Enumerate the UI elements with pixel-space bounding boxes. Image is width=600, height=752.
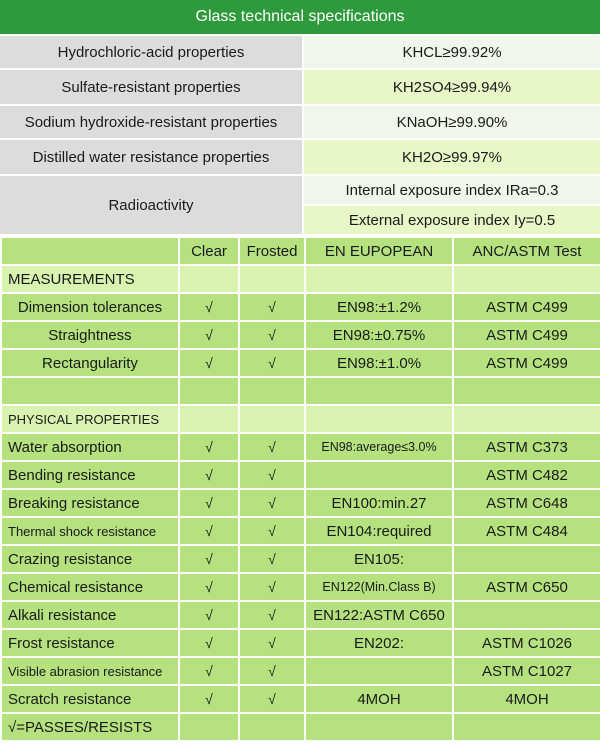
row-name: Frost resistance: [1, 629, 179, 657]
check-mark: √: [239, 601, 305, 629]
row-name: Straightness: [1, 321, 179, 349]
table-row: [1, 685, 600, 713]
table-row: [1, 545, 600, 573]
table-row: [1, 489, 600, 517]
table-cell: [305, 405, 453, 433]
check-mark: √: [179, 573, 239, 601]
table-cell: [305, 377, 453, 405]
table-row: [1, 293, 600, 321]
en-standard: EN122:ASTM C650: [305, 601, 453, 629]
astm-test: ASTM C482: [453, 461, 600, 489]
table-cell: [305, 713, 453, 741]
external-exposure-value: External exposure index Iy=0.5: [304, 206, 600, 236]
row-name: Chemical resistance: [1, 573, 179, 601]
check-mark: √: [239, 349, 305, 377]
table-row: [1, 573, 600, 601]
check-mark: √: [179, 657, 239, 685]
table-cell: [179, 377, 239, 405]
table-row: [1, 349, 600, 377]
check-mark: √: [179, 601, 239, 629]
en-standard: EN122(Min.Class B): [305, 573, 453, 601]
check-mark: √: [239, 489, 305, 517]
table-cell: [453, 265, 600, 293]
astm-test: ASTM C499: [453, 321, 600, 349]
en-standard: EN98:±1.0%: [305, 349, 453, 377]
table-cell: [453, 713, 600, 741]
row-name: Scratch resistance: [1, 685, 179, 713]
table-cell: [239, 265, 305, 293]
table-row: [1, 517, 600, 545]
spec-table: [0, 36, 600, 236]
astm-test: ASTM C1027: [453, 657, 600, 685]
table-cell: [179, 405, 239, 433]
en-standard: EN100:min.27: [305, 489, 453, 517]
row-name: Water absorption: [1, 433, 179, 461]
row-name: Alkali resistance: [1, 601, 179, 629]
footer-row: [1, 713, 600, 741]
table-cell: [239, 713, 305, 741]
astm-test: [453, 601, 600, 629]
en-standard: EN105:: [305, 545, 453, 573]
check-mark: √: [239, 293, 305, 321]
row-name: Rectangularity: [1, 349, 179, 377]
table-cell: [239, 405, 305, 433]
header-astm: ANC/ASTM Test: [453, 237, 600, 265]
table-cell: [179, 713, 239, 741]
row-name: Bending resistance: [1, 461, 179, 489]
section-row: [1, 405, 600, 433]
internal-exposure-value: Internal exposure index IRa=0.3: [304, 176, 600, 206]
page-title: Glass technical specifications: [0, 0, 600, 36]
check-mark: √: [239, 461, 305, 489]
check-mark: √: [239, 629, 305, 657]
check-mark: √: [239, 573, 305, 601]
check-mark: √: [239, 433, 305, 461]
spec-value: KHCL≥99.92%: [304, 36, 600, 70]
en-standard: EN98:average≤3.0%: [305, 433, 453, 461]
astm-test: [453, 545, 600, 573]
legend-note: √=PASSES/RESISTS: [1, 713, 179, 741]
spec-value: KH2SO4≥99.94%: [304, 70, 600, 106]
astm-test: ASTM C499: [453, 293, 600, 321]
spec-value: KH2O≥99.97%: [304, 140, 600, 176]
row-name: Breaking resistance: [1, 489, 179, 517]
radioactivity-label: Radioactivity: [0, 176, 304, 236]
spec-property: Sodium hydroxide-resistant properties: [0, 106, 304, 140]
astm-test: ASTM C484: [453, 517, 600, 545]
astm-test: ASTM C1026: [453, 629, 600, 657]
en-standard: [305, 657, 453, 685]
section-row: [1, 265, 600, 293]
check-mark: √: [239, 321, 305, 349]
check-mark: √: [179, 517, 239, 545]
table-row: [1, 321, 600, 349]
check-mark: √: [179, 321, 239, 349]
table-header-row: [1, 237, 600, 265]
en-standard: EN202:: [305, 629, 453, 657]
spec-property: Sulfate-resistant properties: [0, 70, 304, 106]
row-name: Visible abrasion resistance: [1, 657, 179, 685]
en-standard: 4MOH: [305, 685, 453, 713]
table-row: [1, 461, 600, 489]
section-title: PHYSICAL PROPERTIES: [1, 405, 179, 433]
table-cell: [179, 265, 239, 293]
check-mark: √: [179, 629, 239, 657]
check-mark: √: [179, 293, 239, 321]
astm-test: ASTM C650: [453, 573, 600, 601]
spacer-row: [1, 377, 600, 405]
en-standard: EN104:required: [305, 517, 453, 545]
section-title: MEASUREMENTS: [1, 265, 179, 293]
check-mark: √: [179, 349, 239, 377]
row-name: Thermal shock resistance: [1, 517, 179, 545]
check-mark: √: [239, 657, 305, 685]
physical-rows: [1, 433, 600, 713]
check-mark: √: [239, 685, 305, 713]
astm-test: ASTM C648: [453, 489, 600, 517]
row-name: Crazing resistance: [1, 545, 179, 573]
header-frosted: Frosted: [239, 237, 305, 265]
check-mark: √: [179, 433, 239, 461]
table-row: [1, 433, 600, 461]
header-clear: Clear: [179, 237, 239, 265]
table-cell: [453, 377, 600, 405]
astm-test: ASTM C373: [453, 433, 600, 461]
table-cell: [305, 265, 453, 293]
spec-property: Hydrochloric-acid properties: [0, 36, 304, 70]
table-row: [1, 657, 600, 685]
table-row: [1, 629, 600, 657]
header-en: EN EUPOPEAN: [305, 237, 453, 265]
en-standard: EN98:±1.2%: [305, 293, 453, 321]
astm-test: ASTM C499: [453, 349, 600, 377]
check-mark: √: [179, 489, 239, 517]
table-cell: [453, 405, 600, 433]
header-blank: [1, 237, 179, 265]
spec-value: KNaOH≥99.90%: [304, 106, 600, 140]
table-row: [1, 601, 600, 629]
table-cell: [239, 377, 305, 405]
astm-test: 4MOH: [453, 685, 600, 713]
check-mark: √: [239, 545, 305, 573]
en-standard: [305, 461, 453, 489]
check-mark: √: [239, 517, 305, 545]
check-mark: √: [179, 685, 239, 713]
measurements-rows: [1, 293, 600, 377]
test-table: [0, 236, 600, 742]
row-name: Dimension tolerances: [1, 293, 179, 321]
check-mark: √: [179, 545, 239, 573]
spec-property: Distilled water resistance properties: [0, 140, 304, 176]
table-cell: [1, 377, 179, 405]
check-mark: √: [179, 461, 239, 489]
en-standard: EN98:±0.75%: [305, 321, 453, 349]
